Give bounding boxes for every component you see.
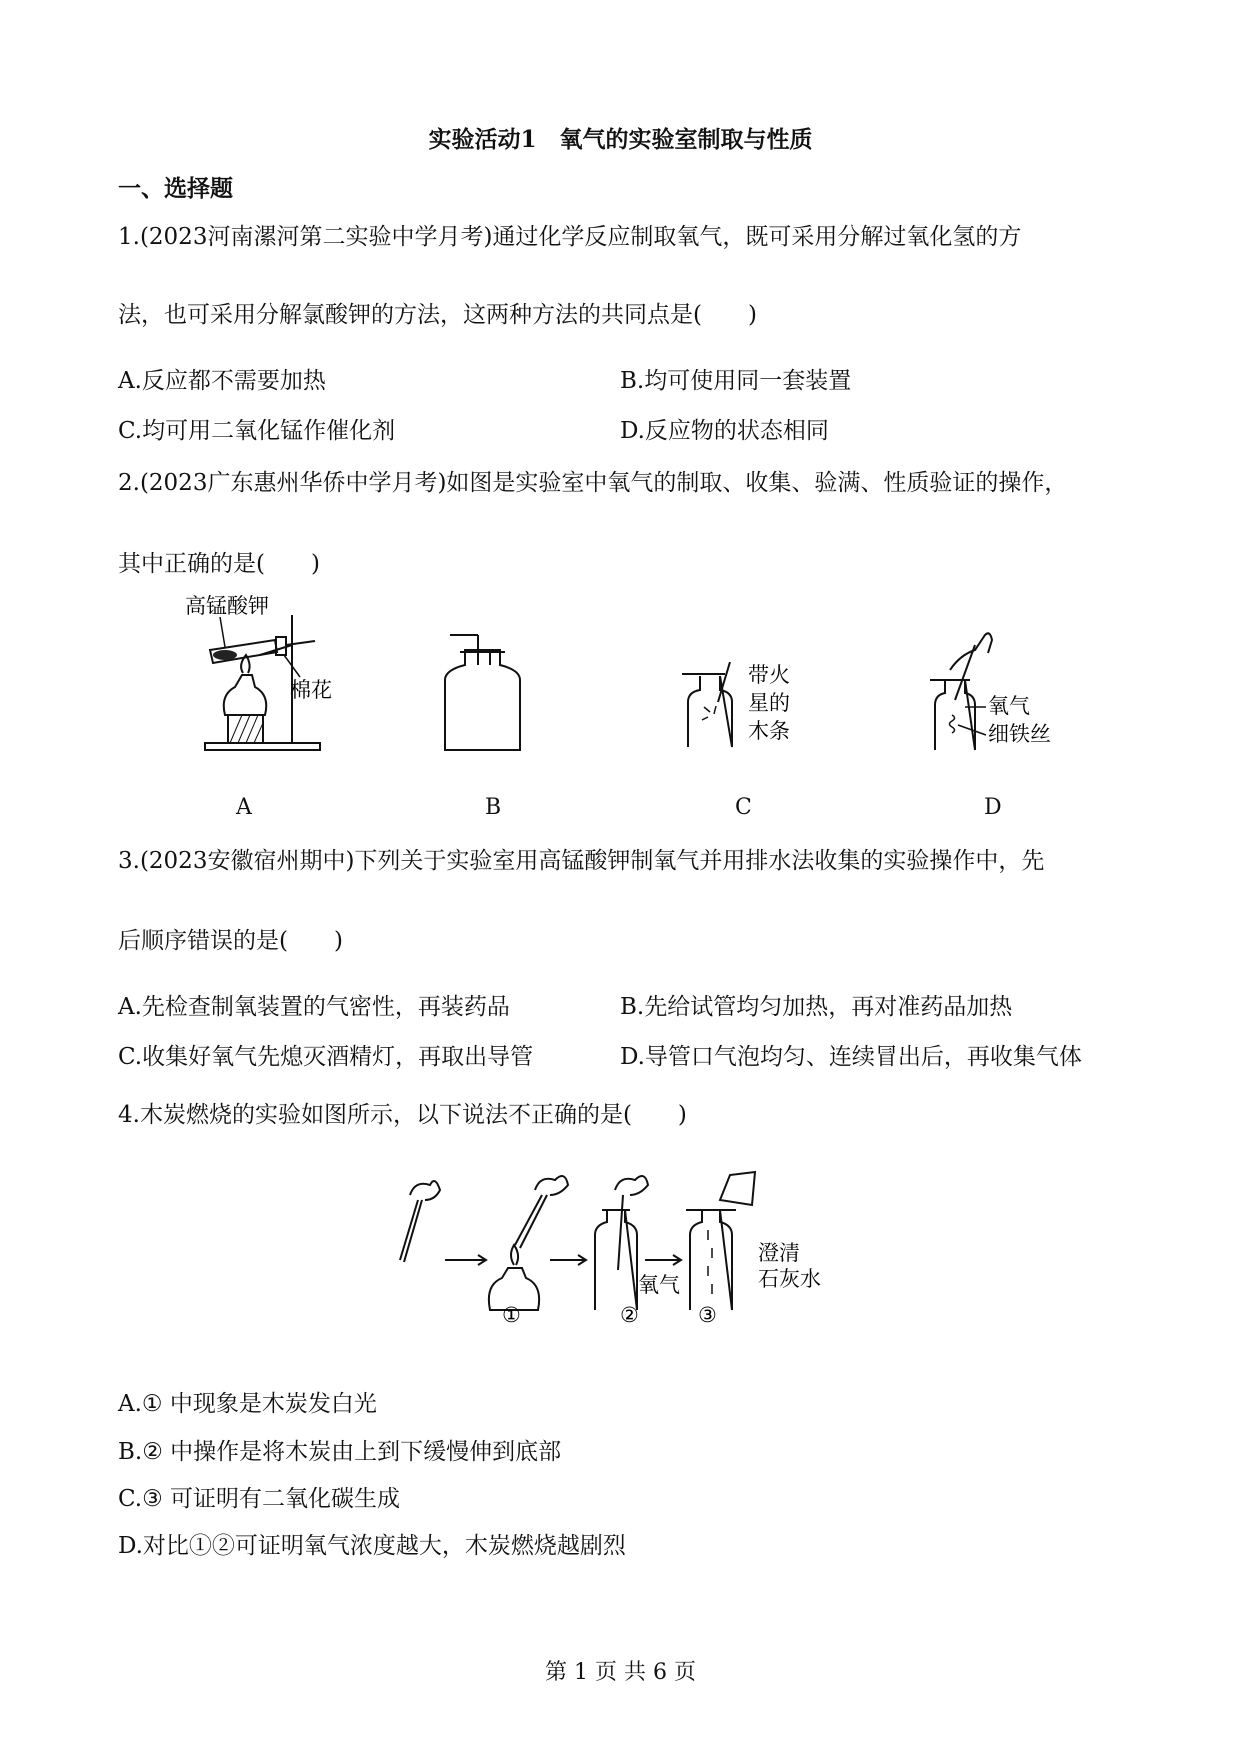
q1-option-b: B.均可使用同一套装置 [620,368,852,394]
q1-stem-line1: 1.(2023河南漯河第二实验中学月考)通过化学反应制取氧气，既可采用分解过氧化氢的方 [118,224,1022,250]
q2-stem-line2: 其中正确的是( ) [118,551,320,577]
q2-a-label-cotton: 棉花 [290,678,332,702]
q4-option-c: C.③ 可证明有二氧化碳生成 [118,1486,401,1512]
q2-fig-label-b: B [485,795,502,820]
q2-figure-c [680,662,820,762]
q2-d-label-oxygen: 氧气 [988,694,1030,718]
section-heading: 一、选择题 [118,175,233,202]
q4-label-limewater-1: 澄清 [758,1241,800,1265]
q3-option-c: C.收集好氧气先熄灭酒精灯，再取出导管 [118,1044,534,1070]
q4-label-limewater-2: 石灰水 [758,1267,821,1291]
q3-option-d: D.导管口气泡均匀、连续冒出后，再收集气体 [620,1044,1082,1070]
q2-c-label-1: 带火 [748,663,790,687]
q4-figure [390,1160,850,1325]
q1-option-d: D.反应物的状态相同 [620,418,829,444]
q1-option-c: C.均可用二氧化锰作催化剂 [118,418,396,444]
q2-figure-a [180,595,340,760]
q2-c-label-3: 木条 [748,719,790,743]
q2-figure-b [440,630,530,760]
q1-stem-line2: 法，也可采用分解氯酸钾的方法，这两种方法的共同点是( ) [118,302,757,328]
q2-fig-label-d: D [984,795,1002,820]
page-title: 实验活动1 氧气的实验室制取与性质 [428,126,813,153]
q3-stem-line2: 后顺序错误的是( ) [118,928,343,954]
q4-step-1: ① [502,1303,521,1325]
q4-option-b: B.② 中操作是将木炭由上到下缓慢伸到底部 [118,1439,562,1465]
q2-fig-label-c: C [735,795,752,820]
q2-fig-label-a: A [236,795,252,820]
q2-figure-d [930,625,1090,760]
page-footer: 第 1 页 共 6 页 [545,1660,696,1685]
q2-d-label-iron: 细铁丝 [988,722,1051,746]
q1-option-a: A.反应都不需要加热 [118,368,326,394]
q4-label-oxygen: 氧气 [638,1273,680,1297]
q4-option-d: D.对比①②可证明氧气浓度越大，木炭燃烧越剧烈 [118,1533,626,1559]
q2-a-label-kmno4: 高锰酸钾 [185,595,269,618]
q2-c-label-2: 星的 [748,691,790,715]
q4-step-2: ② [620,1303,639,1325]
q3-stem-line1: 3.(2023安徽宿州期中)下列关于实验室用高锰酸钾制氧气并用排水法收集的实验操作中，先 [118,848,1045,874]
q2-stem-line1: 2.(2023广东惠州华侨中学月考)如图是实验室中氧气的制取、收集、验满、性质验证的操作， [118,470,1068,496]
q4-step-3: ③ [698,1303,717,1325]
q3-option-a: A.先检查制氧装置的气密性，再装药品 [118,994,510,1020]
q4-option-a: A.① 中现象是木炭发白光 [118,1391,377,1417]
q4-stem: 4.木炭燃烧的实验如图所示，以下说法不正确的是( ) [118,1102,687,1128]
q3-option-b: B.先给试管均匀加热，再对准药品加热 [620,994,1013,1020]
